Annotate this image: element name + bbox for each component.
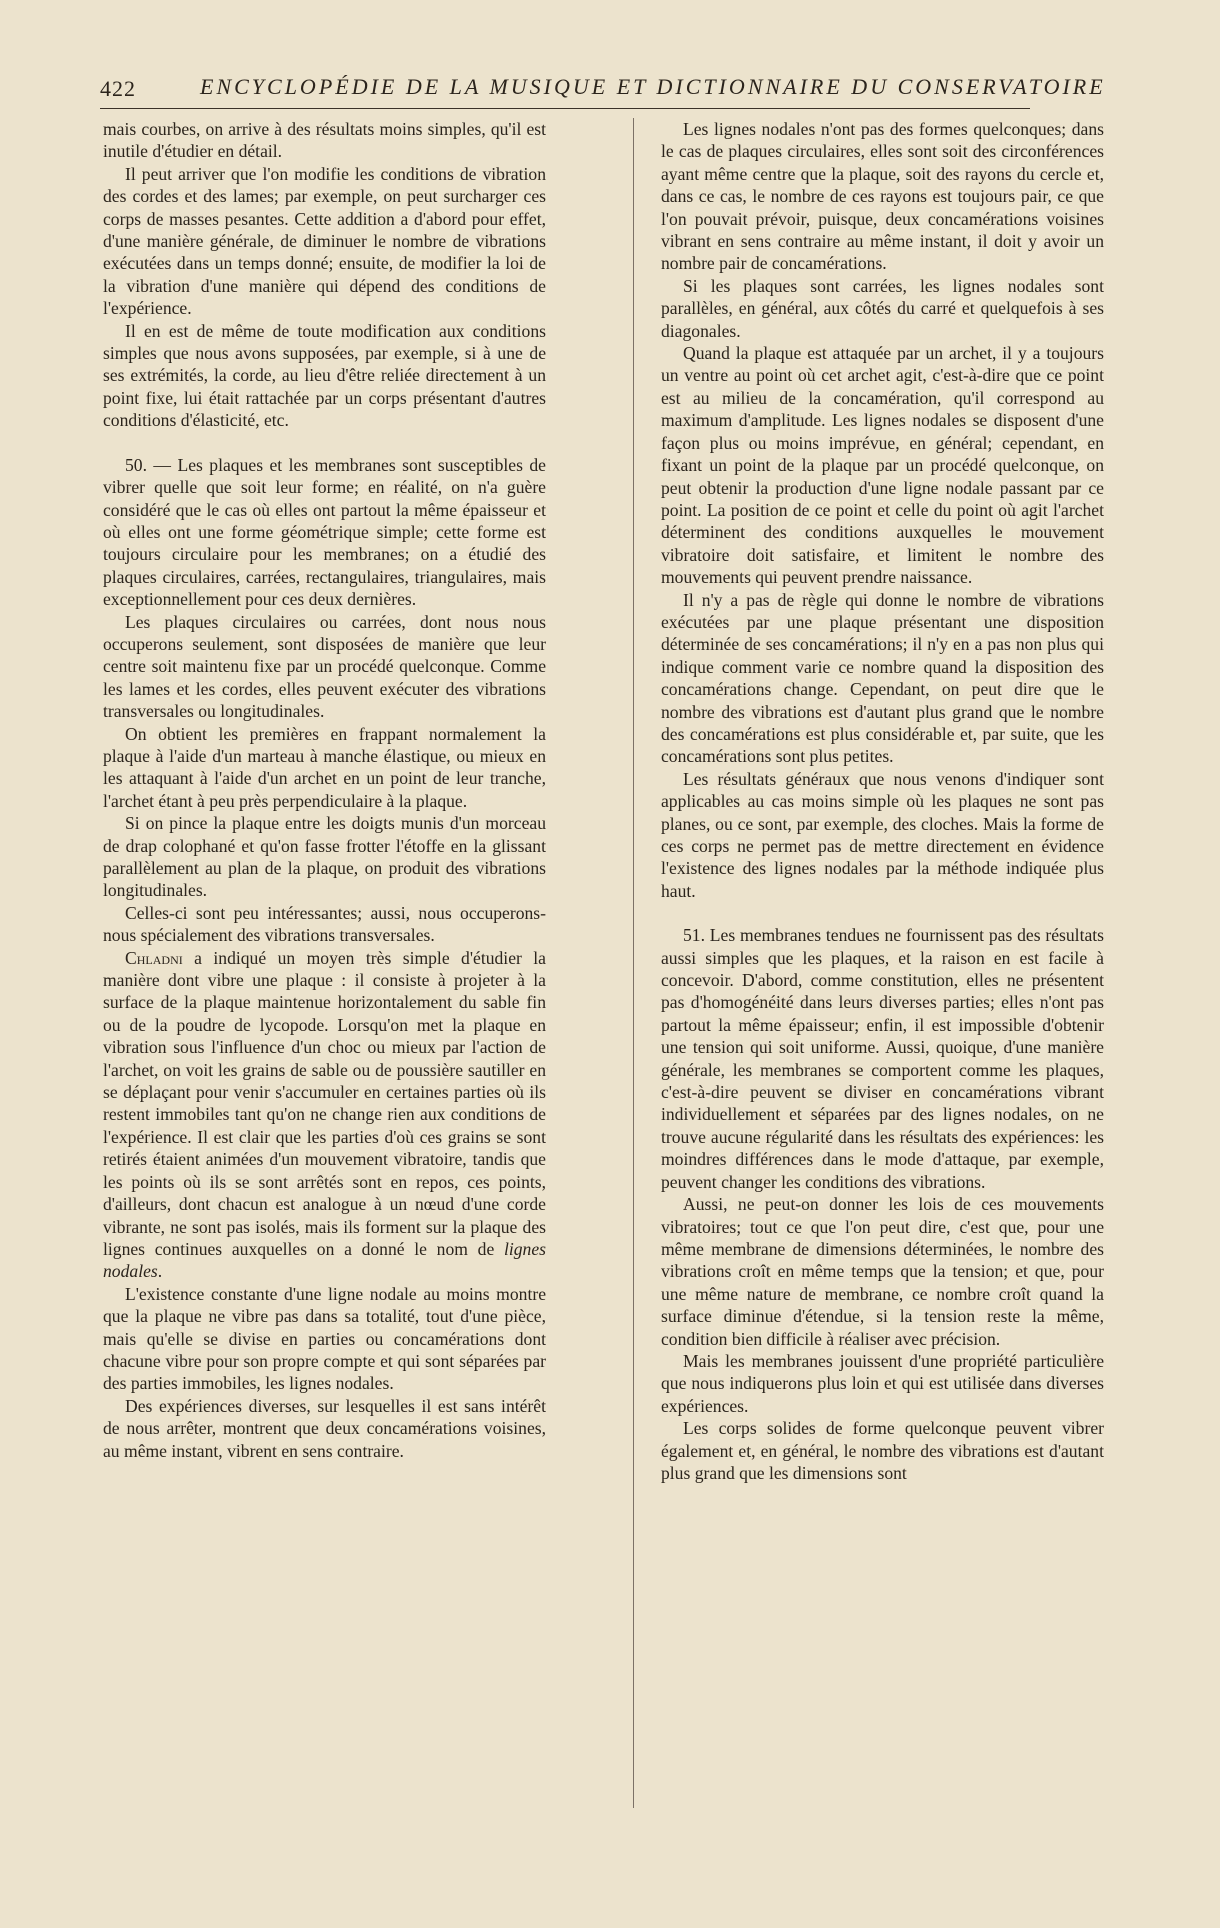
paragraph: On obtient les premières en frappant normalement la plaque à l'aide d'un marteau à manche élastique, ou mieux en les attaquant à l'aide d'un archet en un point de leur tranche, l'archet étant à peu près perpendiculaire à la plaque. xyxy=(103,723,546,811)
paragraph: Quand la plaque est attaquée par un archet, il y a toujours un ventre au point où cet archet agit, c'est-à-dire que ce point est au milieu de la concamération, qu'il correspond au maximum d'amplitude. Les lignes nodales se disposent d'une façon plus ou moins imprévue, en général; cependant, en fixant un point de la plaque par un procédé quelconque, on peut obtenir la production d'une ligne nodale passant par ce point. La position de ce point et celle du point où agit l'archet déterminent des conditions auxquelles le mouvement vibratoire doit satisfaire, et limitent le nombre des mouvements qui peuvent prendre naissance. xyxy=(661,343,1104,588)
paragraph-end: . xyxy=(157,1261,163,1282)
term-italic: lignes nodales xyxy=(103,1238,546,1282)
column-divider xyxy=(633,118,634,1808)
author-name: Chladni xyxy=(125,947,183,968)
paragraph: Des expériences diverses, sur lesquelles il est sans intérêt de nous arrêter, montrent que deux concamérations voisines, au même instant, vibrent en sens contraire. xyxy=(103,1395,546,1461)
paragraph: Les lignes nodales n'ont pas des formes quelconques; dans le cas de plaques circulaires, elles sont soit des circonférences ayant même centre que la plaque, soit des rayons du cercle et, dans ce cas, le nombre de ces rayons est toujours pair, ce que l'on pouvait prévoir, puisque, deux concamérations voisines vibrant en sens contraire au même instant, il doit y avoir un nombre pair de concamérations. xyxy=(661,119,1104,274)
paragraph: Si on pince la plaque entre les doigts munis d'un morceau de drap colophané et qu'on fasse frotter l'étoffe en la glissant parallèlement au plan de la plaque, on produit des vibrations longitudinales. xyxy=(103,813,546,901)
paragraph xyxy=(103,947,546,1283)
left-column xyxy=(103,118,546,1462)
paragraph: Les résultats généraux que nous venons d'indiquer sont applicables au cas moins simple où les plaques ne sont pas planes, ou ce sont, par exemple, des cloches. Mais la forme de ces corps ne permet pas de mettre directement en évidence l'existence des lignes nodales par la méthode indiquée plus haut. xyxy=(661,768,1104,901)
paragraph: Mais les membranes jouissent d'une propriété particulière que nous indiquerons plus loin et qui est utilisée dans diverses expériences. xyxy=(661,1350,1104,1416)
section-51-paragraph: 51. Les membranes tendues ne fournissent pas des résultats aussi simples que les plaques, et la raison en est facile à concevoir. D'abord, comme constitution, elles ne présentent pas d'homogénéité dans leurs diverses parties; elles n'ont pas partout la même épaisseur; enfin, il est impossible d'obtenir une tension qui soit uniforme. Aussi, quoique, d'une manière générale, les membranes se comportent comme les plaques, c'est-à-dire peuvent se diviser en concamérations vibrant individuellement et séparées par des lignes nodales, on ne trouve aucune régularité dans les résultats des expériences: les moindres différences dans le mode d'attaque, par exemple, peuvent changer les conditions des vibrations. xyxy=(661,925,1104,1192)
paragraph: L'existence constante d'une ligne nodale au moins montre que la plaque ne vibre pas dans sa totalité, tout d'une pièce, mais qu'elle se divise en parties ou concamérations dont chacune vibre pour son propre compte et qui sont séparées par des parties immobiles, les lignes nodales. xyxy=(103,1283,546,1394)
paragraph: Il n'y a pas de règle qui donne le nombre de vibrations exécutées par une plaque présentant une disposition déterminée de ses concamérations; il n'y en a pas non plus qui indique comment varie ce nombre quand la disposition des concamérations change. Cependant, on peut dire que le nombre des vibrations est d'autant plus grand que le nombre des concamérations est plus considérable et, par suite, que les concamérations sont plus petites. xyxy=(661,589,1104,767)
paragraph-text: a indiqué un moyen très simple d'étudier la manière dont vibre une plaque : il consiste à projeter à la surface de la plaque maintenue horizontalement du sable fin ou de la poudre de lycopode. Lorsqu'on met la plaque en vibration sous l'influence d'un choc ou mieux par l'action de l'archet, on voit les grains de sable ou de poussière sautiller en se déplaçant pour venir s'accumuler en certaines parties où ils restent immobiles tant qu'on ne change rien aux conditions de l'expérience. Il est clair que les parties d'où ces grains se sont retirés étaient animées d'un mouvement vibratoire, tandis que les points où ils se sont arrêtés sont en repos, ces points, d'ailleurs, dont chacun est analogue à un nœud d'une corde vibrante, ne sont pas isolés, mais ils forment sur la plaque des lignes continues auxquelles on a donné le nom de xyxy=(103,947,546,1259)
running-title: ENCYCLOPÉDIE DE LA MUSIQUE ET DICTIONNAIRE DU CONSERVATOIRE xyxy=(200,74,1106,99)
paragraph: Il en est de même de toute modification aux conditions simples que nous avons supposées, par exemple, si à une de ses extrémités, la corde, au lieu d'être reliée directement à un point fixe, lui était rattachée par un corps présentant d'autres conditions d'élasticité, etc. xyxy=(103,320,546,431)
section-50-paragraph: 50. — Les plaques et les membranes sont susceptibles de vibrer quelle que soit leur forme; en réalité, on n'a guère considéré que le cas où elles ont partout la même épaisseur et où elles ont une forme géométrique simple; cette forme est toujours circulaire pour les membranes; on a étudié des plaques circulaires, carrées, rectangulaires, triangulaires, mais exceptionnellement pour ces deux dernières. xyxy=(103,454,546,610)
paragraph: Si les plaques sont carrées, les lignes nodales sont parallèles, en général, aux côtés du carré et quelquefois à ses diagonales. xyxy=(661,275,1104,341)
page-number: 422 xyxy=(100,76,136,101)
page-header xyxy=(100,74,1106,109)
paragraph: Aussi, ne peut-on donner les lois de ces mouvements vibratoires; tout ce que l'on peut dire, c'est que, pour une même membrane de dimensions déterminées, le nombre des vibrations croît en même temps que la tension; et que, pour une même nature de membrane, ce nombre croît quand la surface diminue d'étendue, si la tension reste la même, condition bien difficile à réaliser avec précision. xyxy=(661,1194,1104,1349)
paragraph: Il peut arriver que l'on modifie les conditions de vibration des cordes et des lames; par exemple, on peut surcharger ces corps de masses pesantes. Cette addition a d'abord pour effet, d'une manière générale, de diminuer le nombre de vibrations exécutées dans un temps donné; ensuite, de modifier la loi de la vibration d'une manière qui dépend des conditions de l'expérience. xyxy=(103,163,546,319)
right-column xyxy=(661,118,1104,1484)
paragraph: Les corps solides de forme quelconque peuvent vibrer également et, en général, le nombre des vibrations est d'autant plus grand que les dimensions sont xyxy=(661,1418,1104,1483)
paragraph: mais courbes, on arrive à des résultats moins simples, qu'il est inutile d'étudier en détail. xyxy=(103,119,546,162)
paragraph: Les plaques circulaires ou carrées, dont nous nous occuperons seulement, sont disposées de manière que leur centre soit maintenu fixe par un procédé quelconque. Comme les lames et les cordes, elles peuvent exécuter des vibrations transversales ou longitudinales. xyxy=(103,611,546,722)
paragraph: Celles-ci sont peu intéressantes; aussi, nous occuperons-nous spécialement des vibrations transversales. xyxy=(103,902,546,946)
